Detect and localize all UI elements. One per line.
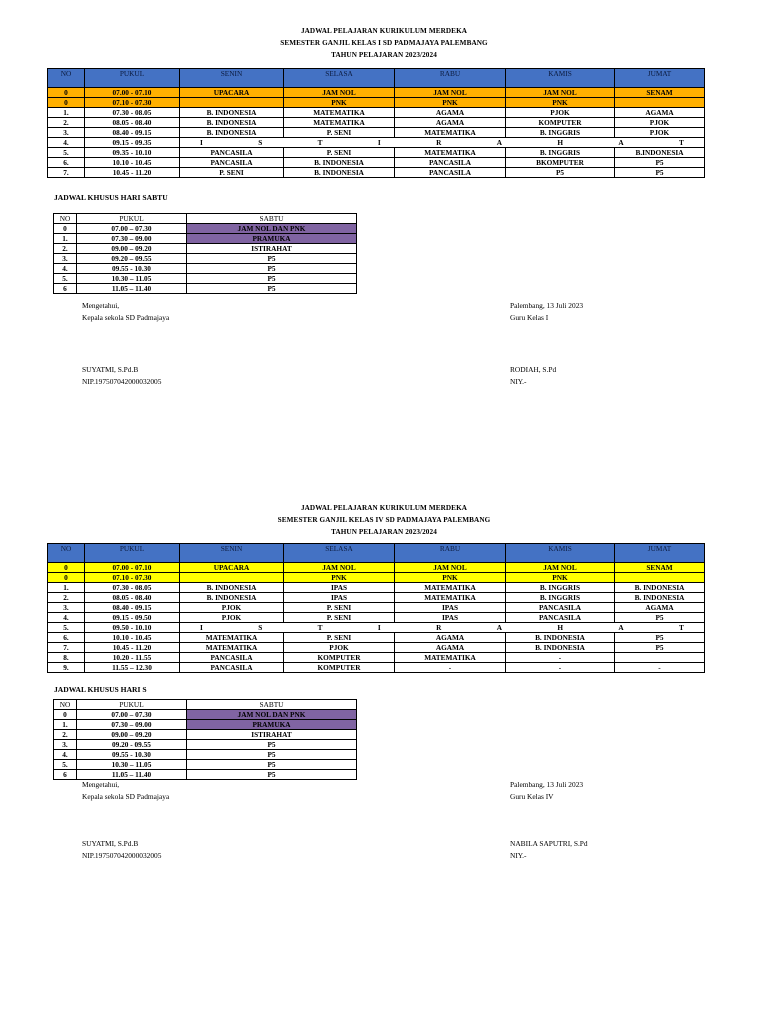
- table-cell: 3.: [54, 254, 77, 264]
- table-cell: 5.: [48, 148, 85, 158]
- istirahat-letter: A: [618, 623, 624, 632]
- table-cell: 11.05 – 11.40: [77, 770, 187, 780]
- table-cell: MATEMATIKA: [180, 633, 284, 643]
- table-cell: JAM NOL DAN PNK: [187, 224, 357, 234]
- table-cell: 7.: [48, 643, 85, 653]
- table-cell: AGAMA: [395, 633, 506, 643]
- table-cell: 07.30 - 08.05: [85, 108, 180, 118]
- table-cell: 08.40 - 09.15: [85, 128, 180, 138]
- table-cell: 07.00 – 07.30: [77, 224, 187, 234]
- table-cell: UPACARA: [180, 88, 284, 98]
- table-cell: PNK: [506, 573, 615, 583]
- table-cell: MATEMATIKA: [395, 128, 506, 138]
- table-cell: PANCASILA: [180, 653, 284, 663]
- table-cell: PANCASILA: [180, 663, 284, 673]
- table-cell: UPACARA: [180, 563, 284, 573]
- table-cell: PJOK: [506, 108, 615, 118]
- doc1-sign-right-name: [510, 364, 556, 388]
- table-row: [54, 254, 357, 264]
- table-cell: P5: [615, 633, 705, 643]
- table-cell: 09.55 - 10.30: [77, 750, 187, 760]
- column-header: SABTU: [187, 700, 357, 710]
- column-header: JUMAT: [615, 544, 705, 563]
- doc1-title-line: TAHUN PELAJARAN 2023/2024: [331, 51, 437, 59]
- istirahat-letter: A: [496, 623, 502, 632]
- table-cell: 3.: [54, 740, 77, 750]
- table-cell: P. SENI: [180, 168, 284, 178]
- table-cell: PNK: [395, 573, 506, 583]
- table-cell: B. INGGRIS: [506, 128, 615, 138]
- doc2-sabtu-heading: JADWAL KHUSUS HARI S: [54, 685, 147, 694]
- doc2-sign-left: [82, 779, 169, 803]
- column-header: SENIN: [180, 69, 284, 88]
- table-cell: 10.45 - 11.20: [85, 168, 180, 178]
- istirahat-letter: R: [436, 623, 442, 632]
- sign-text: Palembang, 13 Juli 2023: [510, 301, 584, 310]
- table-row: [48, 108, 705, 118]
- table-cell: PRAMUKA: [187, 720, 357, 730]
- table-row: [54, 750, 357, 760]
- istirahat-letter: T: [679, 138, 684, 147]
- table-row: [48, 563, 705, 573]
- column-header: PUKUL: [77, 214, 187, 224]
- table-cell: IPAS: [395, 613, 506, 623]
- sign-name: RODIAH, S.Pd: [510, 365, 557, 374]
- table-cell: MATEMATIKA: [180, 643, 284, 653]
- table-cell: 08.40 - 09.15: [85, 603, 180, 613]
- table-cell: B. INDONESIA: [506, 633, 615, 643]
- table-cell: 1.: [48, 583, 85, 593]
- table-cell: MATEMATIKA: [395, 148, 506, 158]
- table-row: [48, 88, 705, 98]
- table-cell: B. INGGRIS: [506, 148, 615, 158]
- sign-text: Palembang, 13 Juli 2023: [510, 780, 584, 789]
- doc1-title-line: SEMESTER GANJIL KELAS I SD PADMAJAYA PALEMBANG: [280, 39, 488, 47]
- table-cell: 10.20 - 11.55: [85, 653, 180, 663]
- doc2-sign-left-name: [82, 838, 161, 862]
- sign-text: Mengetahui,: [82, 301, 120, 310]
- table-cell: -: [506, 663, 615, 673]
- sign-text: Guru Kelas IV: [510, 792, 554, 801]
- istirahat-letter: T: [679, 623, 684, 632]
- table-cell: PANCASILA: [506, 603, 615, 613]
- table-cell: P5: [187, 274, 357, 284]
- table-cell: B. INDONESIA: [180, 128, 284, 138]
- table-cell: 6.: [48, 633, 85, 643]
- table-cell: B. INGGRIS: [506, 593, 615, 603]
- table-cell: JAM NOL: [284, 88, 395, 98]
- doc2-sign-right: [510, 779, 583, 803]
- table-cell: -: [395, 663, 506, 673]
- table-row: [48, 643, 705, 653]
- table-cell: PANCASILA: [180, 158, 284, 168]
- table-cell: JAM NOL: [395, 563, 506, 573]
- doc2-main-table: [47, 543, 705, 673]
- table-row: [48, 168, 705, 178]
- table-cell: 4.: [54, 264, 77, 274]
- table-cell: AGAMA: [395, 118, 506, 128]
- column-header: KAMIS: [506, 544, 615, 563]
- table-cell: P. SENI: [284, 128, 395, 138]
- table-row: [54, 244, 357, 254]
- table-row: [48, 613, 705, 623]
- table-row: [54, 274, 357, 284]
- table-cell: 08.05 - 08.40: [85, 118, 180, 128]
- table-cell: P. SENI: [284, 633, 395, 643]
- table-cell: P5: [615, 613, 705, 623]
- table-cell: -: [615, 663, 705, 673]
- table-row: [48, 128, 705, 138]
- table-cell: B. INDONESIA: [506, 643, 615, 653]
- table-cell: PJOK: [180, 613, 284, 623]
- table-cell: SENAM: [615, 88, 705, 98]
- doc1-sign-left: [82, 300, 169, 324]
- table-row: [48, 148, 705, 158]
- istirahat-letter: H: [557, 138, 564, 147]
- table-cell: P5: [187, 740, 357, 750]
- table-cell: 0: [48, 88, 85, 98]
- table-cell: 4.: [48, 613, 85, 623]
- table-cell: 5.: [54, 274, 77, 284]
- table-cell: 4.: [54, 750, 77, 760]
- table-row: [48, 663, 705, 673]
- table-cell: 07.30 - 08.05: [85, 583, 180, 593]
- column-header: PUKUL: [85, 69, 180, 88]
- sign-id: NIP.197507042000032005: [82, 851, 162, 860]
- sign-id: NIY.-: [510, 377, 527, 386]
- table-cell: 10.30 – 11.05: [77, 274, 187, 284]
- table-cell: 07.30 – 09.00: [77, 234, 187, 244]
- table-row: [48, 158, 705, 168]
- table-cell: 8.: [48, 653, 85, 663]
- table-cell: PRAMUKA: [187, 234, 357, 244]
- table-cell: 09.15 - 09.35: [85, 138, 180, 148]
- table-cell: 3.: [48, 128, 85, 138]
- table-cell: -: [506, 653, 615, 663]
- table-cell: JAM NOL: [395, 88, 506, 98]
- table-cell: 5.: [54, 760, 77, 770]
- table-cell: 5.: [48, 623, 85, 633]
- table-cell: SENAM: [615, 563, 705, 573]
- table-cell: 09.00 – 09.20: [77, 730, 187, 740]
- table-row: [54, 740, 357, 750]
- sign-name: SUYATMI, S.Pd.B: [82, 839, 139, 848]
- istirahat-cell: [180, 623, 705, 633]
- table-cell: JAM NOL DAN PNK: [187, 710, 357, 720]
- table-row: [48, 573, 705, 583]
- table-cell: KOMPUTER: [506, 118, 615, 128]
- istirahat-letter: A: [496, 138, 502, 147]
- column-header: PUKUL: [77, 700, 187, 710]
- column-header: KAMIS: [506, 69, 615, 88]
- column-header: SABTU: [187, 214, 357, 224]
- table-cell: 0: [54, 224, 77, 234]
- table-cell: PANCASILA: [395, 168, 506, 178]
- istirahat-letter: I: [200, 623, 203, 632]
- doc1-sign-left-name: [82, 364, 161, 388]
- table-cell: P5: [615, 168, 705, 178]
- table-cell: B. INDONESIA: [180, 118, 284, 128]
- table-cell: P5: [615, 643, 705, 653]
- table-cell: 2.: [54, 730, 77, 740]
- table-cell: [180, 98, 284, 108]
- column-header: PUKUL: [85, 544, 180, 563]
- table-cell: AGAMA: [395, 108, 506, 118]
- table-row: [48, 633, 705, 643]
- table-cell: B. INDONESIA: [180, 583, 284, 593]
- table-cell: 2.: [48, 593, 85, 603]
- table-cell: PJOK: [615, 128, 705, 138]
- table-cell: ISTIRAHAT: [187, 244, 357, 254]
- table-cell: 0: [48, 573, 85, 583]
- istirahat-letter: H: [557, 623, 564, 632]
- table-row: [48, 653, 705, 663]
- table-cell: 09.20 – 09.55: [77, 254, 187, 264]
- table-cell: 6: [54, 770, 77, 780]
- column-header: NO: [48, 69, 85, 88]
- doc2-title-line: SEMESTER GANJIL KELAS IV SD PADMAJAYA PALEMBANG: [277, 516, 491, 524]
- table-cell: PNK: [284, 573, 395, 583]
- table-cell: PANCASILA: [180, 148, 284, 158]
- table-cell: P5: [187, 254, 357, 264]
- table-cell: 08.05 - 08.40: [85, 593, 180, 603]
- table-row: [48, 603, 705, 613]
- table-cell: 09.50 - 10.10: [85, 623, 180, 633]
- table-cell: 09.35 - 10.10: [85, 148, 180, 158]
- table-cell: 10.10 - 10.45: [85, 158, 180, 168]
- istirahat-letter: I: [377, 623, 381, 632]
- column-header: JUMAT: [615, 69, 705, 88]
- table-cell: 2.: [54, 244, 77, 254]
- table-cell: P5: [187, 760, 357, 770]
- table-cell: 09.15 - 09.50: [85, 613, 180, 623]
- doc1-title-line: JADWAL PELAJARAN KURIKULUM MERDEKA: [300, 27, 468, 35]
- table-cell: 07.10 - 07.30: [85, 573, 180, 583]
- table-cell: 10.10 - 10.45: [85, 633, 180, 643]
- table-row: [54, 760, 357, 770]
- column-header: SENIN: [180, 544, 284, 563]
- istirahat-cell: [180, 138, 705, 148]
- table-cell: 2.: [48, 118, 85, 128]
- table-cell: B.INDONESIA: [615, 148, 705, 158]
- table-cell: PNK: [506, 98, 615, 108]
- table-cell: P5: [187, 770, 357, 780]
- column-header: RABU: [395, 69, 506, 88]
- istirahat-letter: T: [317, 623, 323, 632]
- table-row: [54, 730, 357, 740]
- table-row: [54, 770, 357, 780]
- table-cell: MATEMATIKA: [395, 593, 506, 603]
- table-cell: P. SENI: [284, 613, 395, 623]
- table-cell: 09.20 - 09.55: [77, 740, 187, 750]
- table-cell: B. INDONESIA: [180, 108, 284, 118]
- table-cell: 10.45 - 11.20: [85, 643, 180, 653]
- table-cell: ISTIRAHAT: [187, 730, 357, 740]
- table-row: [48, 583, 705, 593]
- table-cell: KOMPUTER: [284, 653, 395, 663]
- table-cell: 0: [54, 710, 77, 720]
- table-cell: 09.55 - 10.30: [77, 264, 187, 274]
- istirahat-letter: S: [258, 138, 263, 147]
- table-row: [54, 720, 357, 730]
- doc2-title: [0, 502, 768, 538]
- table-row: [48, 623, 705, 633]
- column-header: RABU: [395, 544, 506, 563]
- table-cell: P5: [187, 264, 357, 274]
- istirahat-letter: T: [317, 138, 323, 147]
- table-cell: IPAS: [395, 603, 506, 613]
- table-cell: 11.55 – 12.30: [85, 663, 180, 673]
- sign-id: NIP.197507042000032005: [82, 377, 162, 386]
- table-cell: 1.: [48, 108, 85, 118]
- table-cell: B. INDONESIA: [615, 593, 705, 603]
- sign-id: NIY.-: [510, 851, 527, 860]
- sign-text: Mengetahui,: [82, 780, 120, 789]
- table-cell: MATEMATIKA: [395, 653, 506, 663]
- table-cell: MATEMATIKA: [284, 108, 395, 118]
- table-cell: 09.00 – 09.20: [77, 244, 187, 254]
- column-header: NO: [48, 544, 85, 563]
- table-row: [48, 138, 705, 148]
- table-cell: B. INDONESIA: [615, 583, 705, 593]
- table-row: [48, 98, 705, 108]
- sign-text: Guru Kelas I: [510, 313, 549, 322]
- table-cell: 1.: [54, 720, 77, 730]
- doc2-title-line: JADWAL PELAJARAN KURIKULUM MERDEKA: [300, 504, 468, 512]
- table-row: [54, 710, 357, 720]
- table-cell: PJOK: [180, 603, 284, 613]
- column-header: NO: [54, 700, 77, 710]
- table-row: [54, 264, 357, 274]
- table-cell: 9.: [48, 663, 85, 673]
- table-cell: [615, 653, 705, 663]
- table-cell: MATEMATIKA: [284, 118, 395, 128]
- table-cell: KOMPUTER: [284, 663, 395, 673]
- doc1-title: [0, 25, 768, 61]
- table-cell: 07.00 - 07.10: [85, 88, 180, 98]
- table-cell: MATEMATIKA: [395, 583, 506, 593]
- table-cell: AGAMA: [615, 108, 705, 118]
- table-cell: B. INDONESIA: [284, 168, 395, 178]
- table-cell: JAM NOL: [506, 88, 615, 98]
- table-cell: AGAMA: [395, 643, 506, 653]
- table-row: [54, 234, 357, 244]
- doc2-sign-right-name: [510, 838, 588, 862]
- table-cell: P5: [506, 168, 615, 178]
- column-header: SELASA: [284, 544, 395, 563]
- doc1-sign-right: [510, 300, 583, 324]
- table-cell: PNK: [284, 98, 395, 108]
- table-cell: B. INDONESIA: [180, 593, 284, 603]
- istirahat-letter: S: [258, 623, 263, 632]
- table-cell: P. SENI: [284, 603, 395, 613]
- istirahat-letter: I: [200, 138, 203, 147]
- table-cell: 07.30 – 09.00: [77, 720, 187, 730]
- doc1-sabtu-table: [53, 213, 357, 294]
- table-cell: 6: [54, 284, 77, 294]
- table-cell: B. INDONESIA: [284, 158, 395, 168]
- table-cell: 07.00 – 07.30: [77, 710, 187, 720]
- table-cell: IPAS: [284, 593, 395, 603]
- table-cell: PJOK: [615, 118, 705, 128]
- table-cell: P. SENI: [284, 148, 395, 158]
- doc2-sabtu-table: [53, 699, 357, 780]
- table-cell: P5: [187, 284, 357, 294]
- table-row: [48, 593, 705, 603]
- table-cell: P5: [187, 750, 357, 760]
- table-cell: 3.: [48, 603, 85, 613]
- table-cell: 07.10 - 07.30: [85, 98, 180, 108]
- table-cell: B. INGGRIS: [506, 583, 615, 593]
- table-row: [48, 118, 705, 128]
- doc1-main-table: [47, 68, 705, 178]
- table-cell: [615, 98, 705, 108]
- table-cell: [180, 573, 284, 583]
- column-header: NO: [54, 214, 77, 224]
- table-cell: PANCASILA: [506, 613, 615, 623]
- table-cell: 0: [48, 98, 85, 108]
- table-cell: PNK: [395, 98, 506, 108]
- istirahat-letter: R: [436, 138, 442, 147]
- istirahat-letter: I: [377, 138, 381, 147]
- table-cell: PJOK: [284, 643, 395, 653]
- table-row: [54, 284, 357, 294]
- istirahat-letter: A: [618, 138, 624, 147]
- column-header: SELASA: [284, 69, 395, 88]
- sign-name: NABILA SAPUTRI, S.Pd: [510, 839, 588, 848]
- sign-name: SUYATMI, S.Pd.B: [82, 365, 139, 374]
- table-cell: PANCASILA: [395, 158, 506, 168]
- table-cell: 11.05 – 11.40: [77, 284, 187, 294]
- sign-text: Kepala sekola SD Padmajaya: [82, 313, 170, 322]
- table-cell: 6.: [48, 158, 85, 168]
- table-cell: IPAS: [284, 583, 395, 593]
- table-cell: JAM NOL: [506, 563, 615, 573]
- doc1-sabtu-heading: JADWAL KHUSUS HARI SABTU: [54, 193, 168, 202]
- table-cell: 1.: [54, 234, 77, 244]
- table-row: [54, 224, 357, 234]
- table-cell: 10.30 – 11.05: [77, 760, 187, 770]
- table-cell: [615, 573, 705, 583]
- table-cell: 4.: [48, 138, 85, 148]
- table-cell: JAM NOL: [284, 563, 395, 573]
- table-cell: P5: [615, 158, 705, 168]
- table-cell: AGAMA: [615, 603, 705, 613]
- doc2-title-line: TAHUN PELAJARAN 2023/2024: [331, 528, 437, 536]
- table-cell: 7.: [48, 168, 85, 178]
- sign-text: Kepala sekola SD Padmajaya: [82, 792, 170, 801]
- table-cell: BKOMPUTER: [506, 158, 615, 168]
- table-cell: 07.00 - 07.10: [85, 563, 180, 573]
- table-cell: 0: [48, 563, 85, 573]
